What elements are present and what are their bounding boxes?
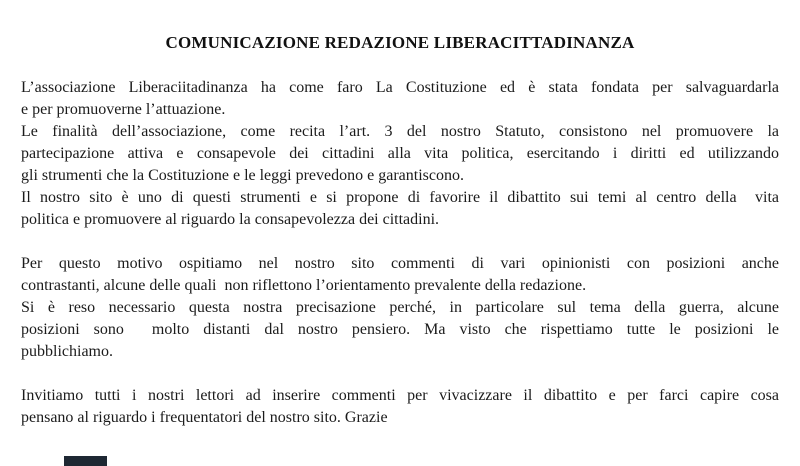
paragraph-block-2	[21, 253, 779, 363]
text-line: pubblichiamo.	[21, 343, 113, 360]
document-body	[21, 77, 779, 429]
text-line: e per promuoverne l’attuazione.	[21, 101, 226, 118]
document-title: COMUNICAZIONE REDAZIONE LIBERACITTADINANZA	[165, 33, 635, 52]
text-line: L’associazione Liberaciitadinanza ha come faro La Costituzione ed è stata fondata per salvaguardarla	[21, 79, 779, 96]
text-line: politica e promuovere al riguardo la consapevolezza dei cittadini.	[21, 211, 440, 228]
paragraph-block-3	[21, 385, 779, 429]
text-line: partecipazione attiva e consapevole dei cittadini alla vita politica, esercitando i diritti ed utilizzando	[21, 145, 779, 162]
text-line: Il nostro sito è uno di questi strumenti e si propone di favorire il dibattito sui temi al centro della vita	[21, 189, 779, 206]
text-line: Per questo motivo ospitiamo nel nostro sito commenti di vari opinionisti con posizioni anche	[21, 255, 779, 272]
window-fragment	[64, 456, 107, 466]
text-line: posizioni sono molto distanti dal nostro pensiero. Ma visto che rispettiamo tutte le posizioni le	[21, 321, 779, 338]
text-line: pensano al riguardo i frequentatori del nostro sito. Grazie	[21, 409, 388, 426]
text-line: Si è reso necessario questa nostra precisazione perché, in particolare sul tema della guerra, alcune	[21, 299, 779, 316]
paragraph-block-1	[21, 77, 779, 231]
document-page	[21, 0, 779, 429]
text-line: Le finalità dell’associazione, come recita l’art. 3 del nostro Statuto, consistono nel promuovere la	[21, 123, 779, 140]
text-line: contrastanti, alcune delle quali non riflettono l’orientamento prevalente della redazione.	[21, 277, 587, 294]
text-line: Invitiamo tutti i nostri lettori ad inserire commenti per vivacizzare il dibattito e per farci capire cosa	[21, 387, 779, 404]
text-line: gli strumenti che la Costituzione e le leggi prevedono e garantiscono.	[21, 167, 464, 184]
